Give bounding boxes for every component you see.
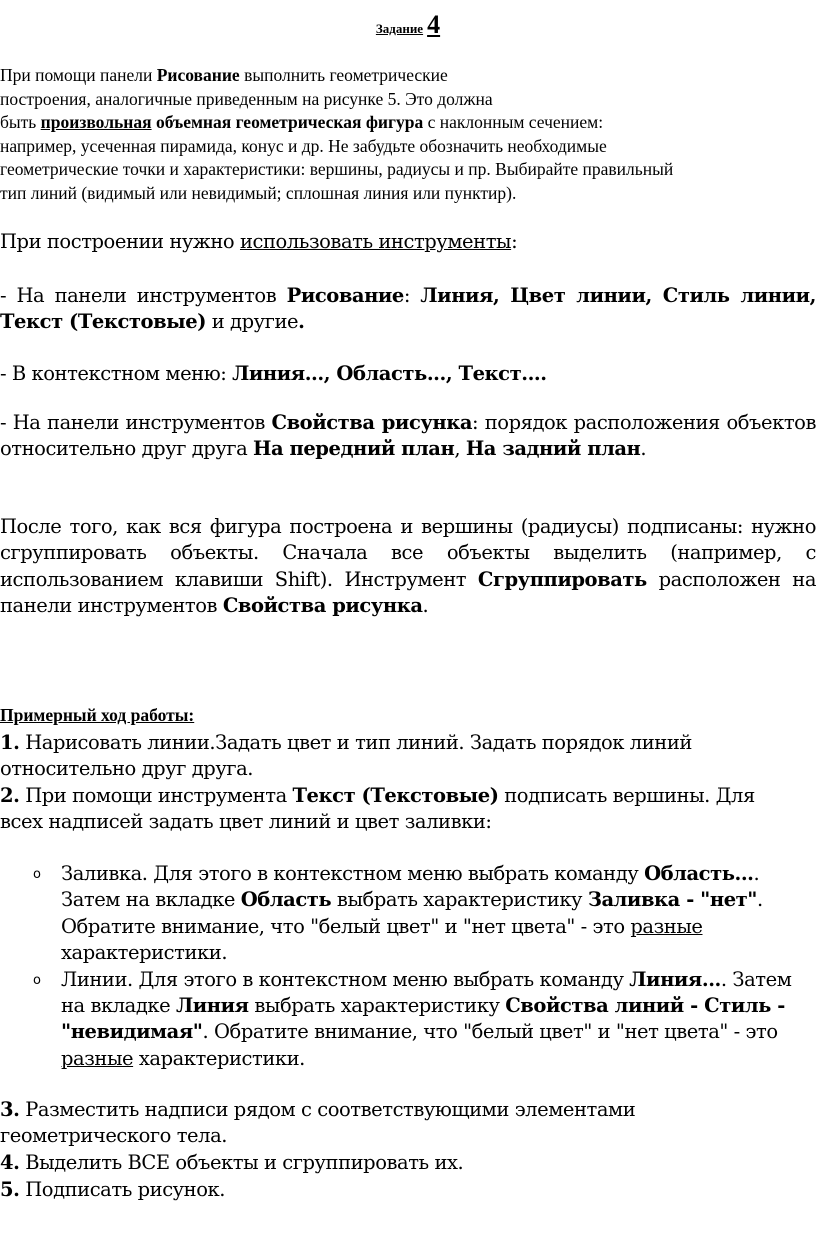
workflow-sublist	[0, 861, 816, 1072]
tools-item-drawing-panel: - На панели инструментов Рисование: Линия, Цвет линии, Стиль линии, Текст (Текстовые) и другие.	[0, 284, 816, 334]
workflow-step-4: 4. Выделить ВСЕ объекты и сгруппировать их.	[0, 1151, 464, 1174]
intro-line: быть произвольная объемная геометрическая фигура с наклонным сечением:	[0, 112, 604, 133]
tools-lead: При построении нужно использовать инструменты:	[0, 230, 518, 253]
workflow-heading: Примерный ход работы:	[0, 705, 195, 725]
workflow-step-1: 1. Нарисовать линии.Задать цвет и тип линий. Задать порядок линий относительно друг друга.	[0, 731, 692, 781]
workflow-step-2: 2. При помощи инструмента Текст (Текстовые) подписать вершины. Для всех надписей задать цвет линий и цвет заливки:	[0, 784, 755, 834]
list-item-lines: o Линии. Для этого в контекстном меню выбрать команду Линия.... Затем на вкладке Линия выбрать характеристику Свойства линий - Стиль - "невидимая". Обратите внимание, что "белый цвет" и "нет цвета" - это разные характеристики.	[33, 967, 792, 1070]
intro-paragraph	[0, 64, 812, 206]
task-title-label: Задание	[375, 21, 424, 36]
workflow-step-5: 5. Подписать рисунок.	[0, 1178, 226, 1201]
workflow-step-3: 3. Разместить надписи рядом с соответствующими элементами геометрического тела.	[0, 1098, 636, 1148]
intro-line: тип линий (видимый или невидимый; сплошная линия или пунктир).	[0, 182, 517, 203]
intro-line: геометрические точки и характеристики: вершины, радиусы и пр. Выбирайте правильный	[0, 159, 674, 180]
task-title	[0, 10, 816, 40]
task-title-number: 4	[427, 10, 441, 39]
list-item-fill: o Заливка. Для этого в контекстном меню выбрать команду Область.... Затем на вкладке Область выбрать характеристику Заливка - "нет". Обратите внимание, что "белый цвет" и "нет цвета" - это разные характеристики.	[33, 862, 763, 965]
bullet-icon: o	[33, 867, 41, 882]
bullet-icon: o	[33, 972, 41, 988]
grouping-paragraph: После того, как вся фигура построена и вершины (радиусы) подписаны: нужно сгруппировать объекты. Сначала все объекты выделить (например, с использованием клавиши Shift). Инструмент Сгруппировать расположен на панели инструментов Свойства рисунка.	[0, 515, 816, 618]
intro-line: построения, аналогичные приведенным на рисунке 5. Это должна	[0, 88, 493, 109]
tools-item-context-menu: - В контекстном меню: Линия..., Область..., Текст....	[0, 362, 547, 385]
intro-line: При помощи панели Рисование выполнить геометрические	[0, 65, 448, 85]
intro-line: например, усеченная пирамида, конус и др. Не забудьте обозначить необходимые	[0, 135, 607, 156]
tools-item-picture-properties: - На панели инструментов Свойства рисунка: порядок расположения объектов относительно друг друга На передний план, На задний план.	[0, 411, 816, 461]
